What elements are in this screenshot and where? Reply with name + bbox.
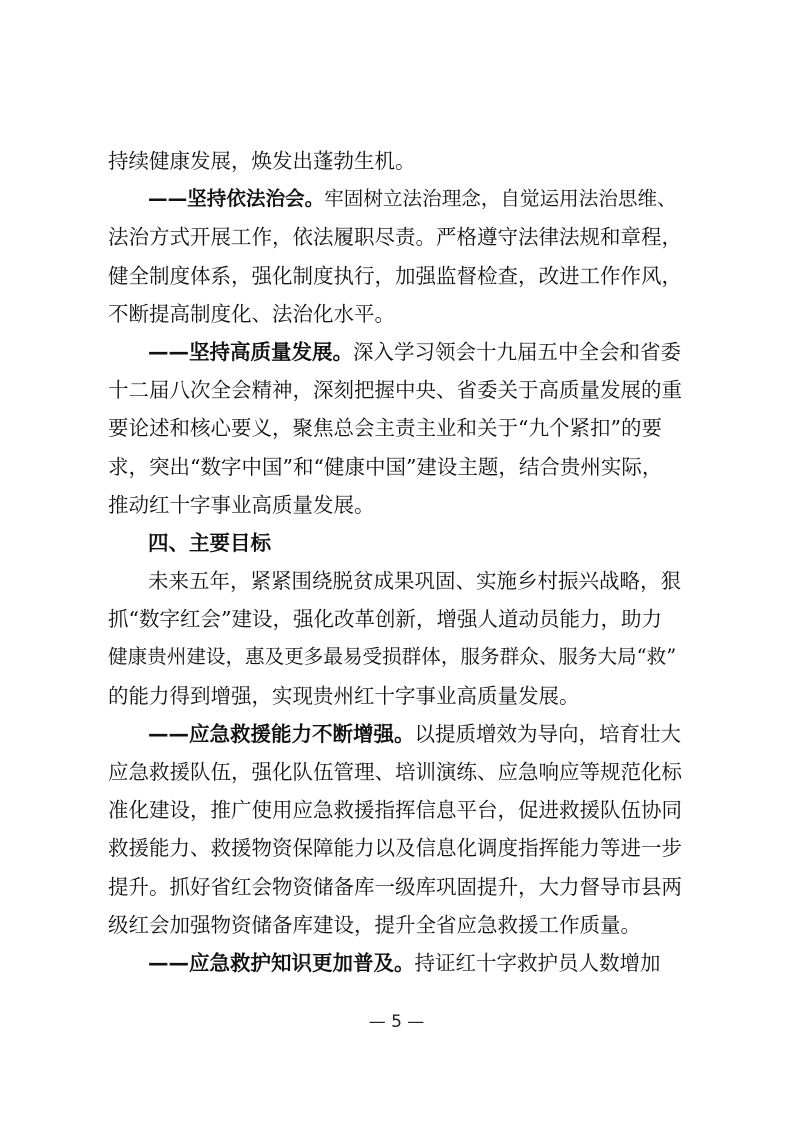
text-line: 抓“数字红会”建设，强化改革创新，增强人道动员能力，助力 [108, 607, 662, 632]
text-line: 未来五年，紧紧围绕脱贫成果巩固、实施乡村振兴战略，狠 [148, 569, 681, 594]
text-line: 持续健康发展，焕发出蓬勃生机。 [108, 149, 416, 173]
text-line: ——坚持高质量发展。深入学习领会十九届五中全会和省委 [148, 339, 681, 364]
text-line: 求，突出“数字中国”和“健康中国”建设主题，结合贵州实际， [108, 454, 663, 479]
text-line: 准化建设，推广使用应急救援指挥信息平台，促进救援队伍协同 [108, 798, 682, 823]
text-line: 不断提高制度化、法治化水平。 [108, 301, 395, 326]
section-heading: 四、主要目标 [148, 530, 271, 555]
bold-lead: ——应急救护知识更加普及。 [148, 950, 415, 975]
text-line: 要论述和核心要义，聚焦总会主责主业和关于“九个紧扣”的要 [108, 416, 662, 441]
page-number: — 5 — [368, 1012, 425, 1032]
body-text [108, 142, 688, 982]
text-line: 推动红十字事业高质量发展。 [108, 492, 375, 517]
bold-lead: ——坚持依法治会。 [148, 187, 325, 211]
text-line: ——坚持依法治会。牢固树立法治理念，自觉运用法治思维、 [148, 187, 677, 211]
text-line: ——应急救援能力不断增强。以提质增效为导向，培育壮大 [148, 721, 681, 746]
text-line: 级红会加强物资储备库建设，提升全省应急救援工作质量。 [108, 912, 641, 937]
text-line: ——应急救护知识更加普及。持证红十字救护员人数增加 [148, 950, 661, 975]
bold-lead: ——坚持高质量发展。 [148, 339, 353, 364]
text-line: 的能力得到增强，实现贵州红十字事业高质量发展。 [108, 683, 580, 708]
text-line: 健全制度体系，强化制度执行，加强监督检查，改进工作作风， [108, 263, 682, 288]
text-line: 提升。抓好省红会物资储备库一级库巩固提升，大力督导市县两 [108, 874, 682, 899]
text-line: 应急救援队伍，强化队伍管理、培训演练、应急响应等规范化标 [108, 760, 682, 784]
text-line: 健康贵州建设，惠及更多最易受损群体，服务群众、服务大局“救” [108, 645, 677, 669]
text-line: 法治方式开展工作，依法履职尽责。严格遵守法律法规和章程， [108, 225, 682, 250]
bold-lead: ——应急救援能力不断增强。 [148, 721, 415, 746]
text-line: 十二届八次全会精神，深刻把握中央、省委关于高质量发展的重 [108, 378, 682, 403]
text-line: 救援能力、救援物资保障能力以及信息化调度指挥能力等进一步 [108, 836, 682, 861]
